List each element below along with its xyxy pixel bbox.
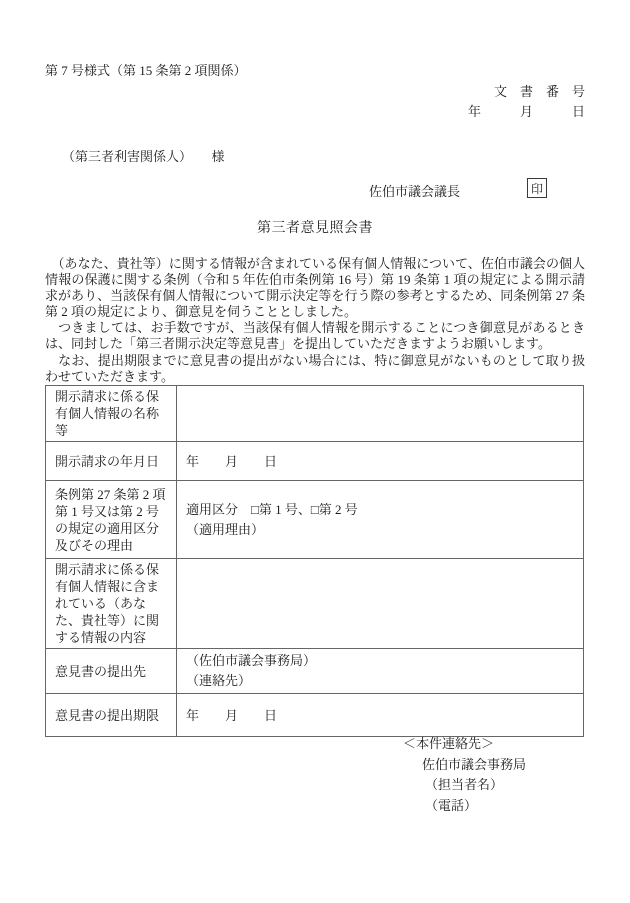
body-paragraph: つきましては、お手数ですが、当該保有個人情報を開示することにつき御意見があるときは、同封した「第三者開示決定等意見書」を提出していただきますようお願いします。 (45, 320, 585, 352)
info-table (45, 385, 584, 737)
row-label: 条例第 27 条第 2 項第 1 号又は第 2 号の規定の適用区分及びその理由 (46, 481, 177, 559)
row-label: 開示請求に係る保有個人情報に含まれている（あなた、貴社等）に関する情報の内容 (46, 559, 177, 649)
body-paragraph: （あなた、貴社等）に関する情報が含まれている保有個人情報について、佐伯市議会の個人情報の保護に関する条例（令和 5 年佐伯市条例第 16 号）第 19 条第 1 項の規定による開示請求があり、当該保有個人情報について開示決定等を行う際の参考とするため、同条例第 27 条第 2 項の規定により、御意見を伺うこととしました。 (45, 256, 585, 320)
document-number-label: 文 書 番 号 (493, 84, 585, 99)
body-text (45, 256, 585, 385)
row-value (177, 649, 584, 694)
applicable-reason-line: （適用理由） (186, 521, 265, 537)
contact-line: （担当者名） (425, 777, 504, 792)
page-title: 第三者意見照会書 (257, 221, 373, 236)
row-value (177, 386, 584, 442)
contact-heading: ＜本件連絡先＞ (403, 736, 495, 751)
seal-box (527, 178, 547, 198)
row-value (177, 559, 584, 649)
table-row (46, 694, 584, 737)
request-date-value: 年 月 日 (177, 442, 584, 481)
table-row (46, 649, 584, 694)
table-row (46, 386, 584, 442)
applicable-category-line: 適用区分 □第 1 号、□第 2 号 (186, 501, 358, 517)
row-label: 意見書の提出先 (46, 649, 177, 694)
contact-block (403, 734, 526, 816)
row-value (177, 481, 584, 559)
deadline-date-value: 年 月 日 (177, 694, 584, 737)
addressee-line: （第三者利害関係人） 様 (62, 149, 225, 164)
row-label: 開示請求の年月日 (46, 442, 177, 481)
sender-title: 佐伯市議会議長 (369, 184, 461, 199)
form-number: 第 7 号様式（第 15 条第 2 項関係） (45, 63, 247, 78)
submit-contact-line: （連絡先） (186, 673, 252, 688)
table-row (46, 481, 584, 559)
table-row (46, 559, 584, 649)
row-label: 開示請求に係る保有個人情報の名称等 (46, 386, 177, 442)
seal-icon: 印 (530, 182, 543, 196)
body-paragraph: なお、提出期限までに意見書の提出がない場合には、特に御意見がないものとして取り扱わせていただきます。 (45, 352, 585, 384)
submit-to-line: （佐伯市議会事務局） (186, 653, 317, 668)
document-date-line: 年 月 日 (467, 104, 585, 119)
row-label: 意見書の提出期限 (46, 694, 177, 737)
table-row (46, 442, 584, 481)
contact-line: 佐伯市議会事務局 (422, 756, 527, 772)
contact-line: （電話） (425, 797, 478, 813)
